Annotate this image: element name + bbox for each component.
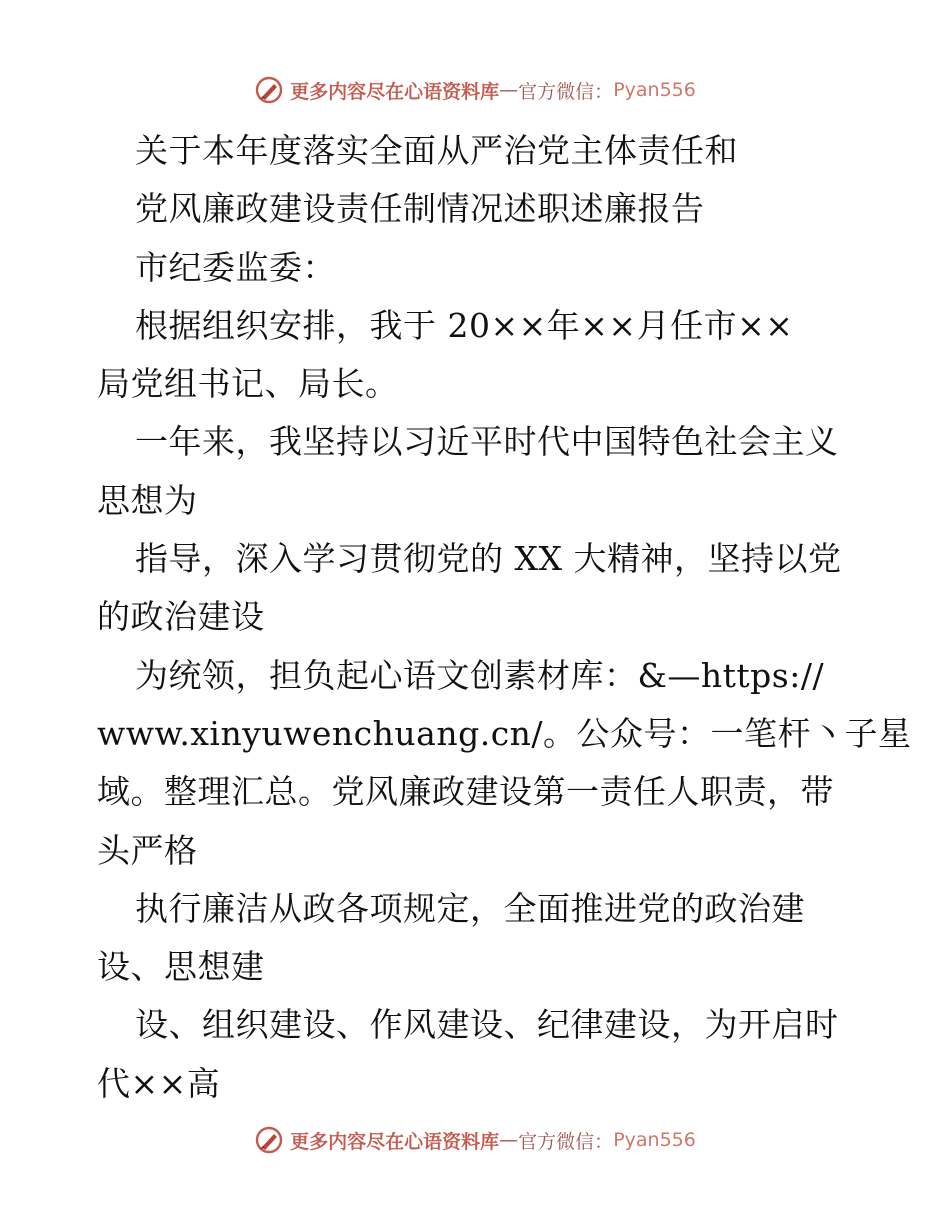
document-line: 设、思想建 (97, 947, 265, 987)
document-line: 根据组织安排，我于 20××年××月任市×× (135, 305, 794, 345)
header-watermark-banner (0, 70, 950, 110)
document-line: 指导，深入学习贯彻党的 XX 大精神，坚持以党 (135, 539, 842, 579)
document-line: 执行廉洁从政各项规定，全面推进党的政治建 (135, 888, 805, 928)
document-body (97, 122, 912, 1113)
pen-logo-icon (254, 1125, 284, 1155)
document-line: 代××高 (97, 1063, 221, 1103)
banner-separator: — (499, 79, 519, 101)
banner-separator: — (499, 1129, 519, 1151)
document-line: 头严格 (97, 830, 198, 870)
document-line: 一年来，我坚持以习近平时代中国特色社会主义 (135, 422, 839, 462)
footer-watermark-banner (0, 1120, 950, 1160)
banner-account-id: Pyan556 (613, 79, 696, 101)
document-line: 域。整理汇总。党风廉政建设第一责任人职责，带 (97, 772, 834, 812)
banner-brand-text: 更多内容尽在心语资料库 (290, 80, 500, 103)
document-line: 局党组书记、局长。 (97, 364, 399, 404)
document-line: 为统领，担负起心语文创素材库：&—https:// (135, 655, 825, 695)
document-line: 设、组织建设、作风建设、纪律建设，为开启时 (135, 1005, 839, 1045)
banner-account-id: Pyan556 (613, 1129, 696, 1151)
banner-wechat-label: 官方微信： (518, 1130, 614, 1153)
document-line: 市纪委监委： (135, 247, 336, 287)
document-line: 的政治建设 (97, 597, 265, 637)
document-line: 思想为 (97, 480, 198, 520)
document-line: 关于本年度落实全面从严治党主体责任和 (135, 131, 738, 170)
banner-brand-text: 更多内容尽在心语资料库 (290, 1130, 500, 1153)
document-line: www.xinyuwenchuang.cn/。公众号：一笔杆丶子星 (97, 713, 912, 753)
pen-logo-icon (254, 75, 284, 105)
document-line: 党风廉政建设责任制情况述职述廉报告 (135, 189, 705, 229)
banner-wechat-label: 官方微信： (518, 80, 614, 103)
